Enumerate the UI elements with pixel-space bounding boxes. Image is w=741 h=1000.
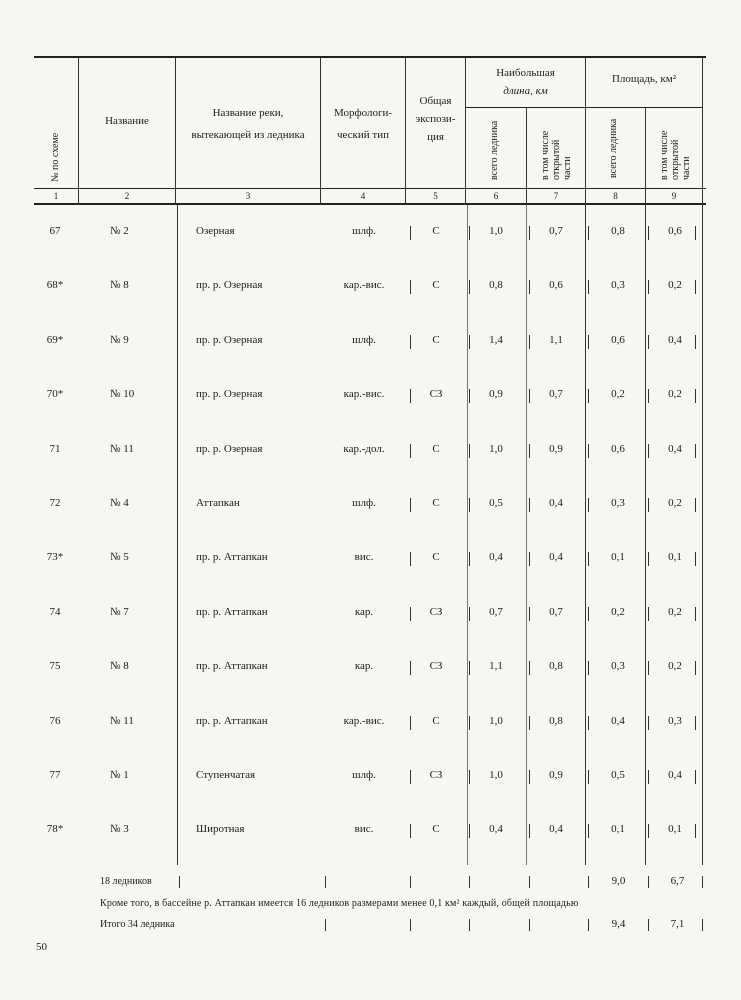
cell-area-total: 0,5 — [611, 769, 625, 781]
cell-len-total: 1,0 — [489, 443, 503, 455]
cell-name: № 9 — [110, 334, 129, 346]
cell-tick — [588, 389, 589, 403]
cell-tick — [410, 607, 411, 621]
cell-tick — [695, 716, 696, 730]
cell-tick — [695, 335, 696, 349]
cell-name: № 11 — [110, 443, 134, 455]
cell-area-total: 0,2 — [611, 388, 625, 400]
length-group-rule — [465, 107, 585, 108]
cell-tick — [529, 280, 530, 294]
cell-area-total: 0,2 — [611, 606, 625, 618]
cell-exp: СЗ — [429, 606, 443, 618]
col4-header-line1: Морфологи- — [333, 107, 393, 119]
cell-tick — [588, 498, 589, 512]
cell-tick — [529, 389, 530, 403]
col5-header — [406, 92, 465, 146]
cell-tick — [695, 389, 696, 403]
body-divider — [467, 205, 468, 865]
cell-name: № 8 — [110, 279, 129, 291]
cell-tick — [588, 444, 589, 458]
cell-exp: СЗ — [429, 769, 443, 781]
cell-tick — [410, 498, 411, 512]
header-bottom-rule — [34, 203, 706, 205]
cell-area-total: 0,8 — [611, 225, 625, 237]
cell-tick — [469, 661, 470, 675]
cell-tick — [588, 770, 589, 784]
cell-name: № 1 — [110, 769, 129, 781]
cell-tick — [529, 444, 530, 458]
summary-tick — [469, 876, 470, 888]
cell-area-open: 0,2 — [668, 606, 682, 618]
cell-tick — [469, 716, 470, 730]
cell-river: Аттапкан — [196, 497, 240, 509]
col5-header-line3: ция — [427, 131, 444, 143]
cell-name: № 3 — [110, 823, 129, 835]
cell-tick — [588, 335, 589, 349]
cell-tick — [469, 824, 470, 838]
cell-tick — [410, 280, 411, 294]
total-tick — [702, 919, 703, 931]
cell-tick — [648, 607, 649, 621]
cell-river: пр. р. Аттапкан — [196, 660, 268, 672]
cell-exp: С — [432, 715, 440, 727]
len-open-header — [540, 131, 573, 180]
len-total-header: всего ледника — [489, 120, 500, 180]
cell-tick — [410, 716, 411, 730]
total-tick — [648, 919, 649, 931]
cell-river: пр. р. Озерная — [196, 388, 263, 400]
summary-tick — [179, 876, 180, 888]
cell-tick — [648, 444, 649, 458]
cell-river: Ступенчатая — [196, 769, 256, 781]
cell-river: пр. р. Аттапкан — [196, 551, 268, 563]
cell-river: пр. р. Аттапкан — [196, 715, 268, 727]
cell-tick — [588, 661, 589, 675]
length-group-line2: длина, км — [503, 85, 548, 97]
total-tick — [588, 919, 589, 931]
cell-len-total: 0,7 — [489, 606, 503, 618]
cell-len-open: 0,7 — [549, 388, 563, 400]
cell-tick — [648, 661, 649, 675]
cell-type: кар.-вис. — [343, 279, 385, 291]
area-total-header: всего ледника — [608, 118, 619, 178]
cell-area-total: 0,6 — [611, 334, 625, 346]
cell-tick — [648, 716, 649, 730]
cell-exp: С — [432, 225, 440, 237]
cell-tick — [410, 389, 411, 403]
cell-exp: С — [432, 443, 440, 455]
cell-area-total: 0,1 — [611, 551, 625, 563]
cell-area-open: 0,6 — [668, 225, 682, 237]
cell-no: 74 — [49, 606, 61, 618]
summary-tick — [588, 876, 589, 888]
cell-type: вис. — [354, 823, 374, 835]
cell-tick — [529, 716, 530, 730]
cell-tick — [695, 661, 696, 675]
col3-header-line2: вытекающей из ледника — [191, 129, 305, 141]
cell-tick — [469, 226, 470, 240]
cell-tick — [410, 444, 411, 458]
total-area-open: 7,1 — [670, 918, 685, 930]
body-divider — [702, 205, 703, 865]
cell-area-total: 0,3 — [611, 660, 625, 672]
cell-exp: С — [432, 334, 440, 346]
total-tick — [410, 919, 411, 931]
total-tick — [529, 919, 530, 931]
cell-tick — [648, 335, 649, 349]
cell-tick — [410, 335, 411, 349]
cell-type: шлф. — [352, 497, 376, 509]
cell-len-open: 0,6 — [549, 279, 563, 291]
summary-area-open: 6,7 — [670, 875, 685, 887]
cell-tick — [410, 770, 411, 784]
cell-tick — [695, 280, 696, 294]
cell-tick — [529, 226, 530, 240]
cell-area-open: 0,4 — [668, 443, 682, 455]
cell-len-total: 1,1 — [489, 660, 503, 672]
col-number: 5 — [433, 191, 438, 201]
cell-tick — [529, 607, 530, 621]
cell-type: шлф. — [352, 334, 376, 346]
cell-area-open: 0,2 — [668, 660, 682, 672]
col5-header-line1: Общая — [419, 95, 452, 107]
cell-len-open: 0,4 — [549, 551, 563, 563]
cell-len-open: 0,9 — [549, 769, 563, 781]
cell-area-total: 0,3 — [611, 279, 625, 291]
summary-label: 18 ледников — [100, 876, 152, 887]
cell-tick — [588, 824, 589, 838]
col5-header-line2: экспози- — [415, 113, 456, 125]
cell-exp: С — [432, 823, 440, 835]
cell-name: № 5 — [110, 551, 129, 563]
area-open-line3: части — [681, 156, 692, 180]
col-number: 7 — [553, 191, 559, 201]
summary-tick — [529, 876, 530, 888]
cell-area-open: 0,2 — [668, 388, 682, 400]
cell-no: 67 — [49, 225, 61, 237]
col3-header — [176, 102, 320, 146]
cell-tick — [588, 716, 589, 730]
total-tick — [469, 919, 470, 931]
total-area: 9,4 — [611, 918, 626, 930]
col-number: 3 — [245, 191, 251, 201]
cell-tick — [469, 444, 470, 458]
cell-no: 71 — [49, 443, 61, 455]
cell-tick — [529, 335, 530, 349]
cell-no: 72 — [49, 497, 61, 509]
area-group-rule — [586, 107, 702, 108]
cell-len-open: 0,4 — [549, 497, 563, 509]
cell-tick — [469, 335, 470, 349]
cell-area-open: 0,4 — [668, 334, 682, 346]
cell-tick — [410, 552, 411, 566]
area-open-line1: в том числе — [659, 130, 670, 180]
cell-area-total: 0,6 — [611, 443, 625, 455]
cell-tick — [410, 661, 411, 675]
body-divider — [645, 205, 646, 865]
summary-tick — [410, 876, 411, 888]
cell-name: № 11 — [110, 715, 134, 727]
length-group-line1: Наибольшая — [496, 67, 555, 79]
cell-len-open: 0,8 — [549, 715, 563, 727]
cell-len-open: 0,7 — [549, 225, 563, 237]
cell-tick — [695, 552, 696, 566]
area-open-line2: открытой — [670, 139, 681, 180]
body-divider — [585, 205, 586, 865]
cell-river: пр. р. Аттапкан — [196, 606, 268, 618]
cell-type: вис. — [354, 551, 374, 563]
col-number: 6 — [493, 191, 499, 201]
cell-name: № 8 — [110, 660, 129, 672]
col4-header-line2: ческий тип — [336, 129, 390, 141]
cell-tick — [588, 226, 589, 240]
cell-area-total: 0,1 — [611, 823, 625, 835]
col3-header-line1: Название реки, — [212, 107, 284, 119]
cell-len-total: 1,0 — [489, 225, 503, 237]
total-tick — [325, 919, 326, 931]
body-divider — [177, 205, 178, 865]
table-top-rule — [34, 56, 706, 58]
cell-tick — [695, 770, 696, 784]
cell-no: 68* — [46, 279, 64, 291]
cell-area-open: 0,1 — [668, 823, 682, 835]
col-number: 4 — [360, 191, 366, 201]
cell-area-open: 0,4 — [668, 769, 682, 781]
cell-tick — [695, 226, 696, 240]
cell-no: 78* — [46, 823, 64, 835]
cell-no: 70* — [46, 388, 64, 400]
area-group-header: Площадь, км² — [611, 73, 676, 85]
cell-len-open: 0,4 — [549, 823, 563, 835]
cell-area-total: 0,4 — [611, 715, 625, 727]
cell-tick — [588, 280, 589, 294]
cell-tick — [469, 552, 470, 566]
cell-type: кар. — [354, 606, 374, 618]
len-open-line2: открытой — [551, 139, 562, 180]
cell-tick — [529, 498, 530, 512]
cell-river: пр. р. Озерная — [196, 443, 263, 455]
total-label: Итого 34 ледника — [100, 919, 175, 930]
cell-len-total: 1,0 — [489, 769, 503, 781]
cell-tick — [695, 607, 696, 621]
cell-river: Озерная — [196, 225, 235, 237]
cell-type: кар.-вис. — [343, 388, 385, 400]
cell-no: 73* — [46, 551, 64, 563]
cell-name: № 10 — [110, 388, 135, 400]
cell-tick — [529, 661, 530, 675]
cell-area-total: 0,3 — [611, 497, 625, 509]
cell-tick — [648, 824, 649, 838]
cell-area-open: 0,3 — [668, 715, 682, 727]
cell-tick — [695, 824, 696, 838]
cell-len-total: 1,4 — [489, 334, 503, 346]
cell-tick — [648, 389, 649, 403]
len-open-line3: части — [562, 156, 573, 180]
cell-exp: С — [432, 279, 440, 291]
cell-len-total: 0,8 — [489, 279, 503, 291]
col4-header — [321, 102, 405, 146]
cell-type: шлф. — [352, 769, 376, 781]
cell-len-open: 0,7 — [549, 606, 563, 618]
summary-tick — [702, 876, 703, 888]
cell-len-total: 1,0 — [489, 715, 503, 727]
cell-river: пр. р. Озерная — [196, 334, 263, 346]
cell-no: 77 — [49, 769, 61, 781]
area-open-header — [659, 131, 692, 180]
cell-tick — [648, 498, 649, 512]
cell-type: шлф. — [352, 225, 376, 237]
cell-type: кар. — [354, 660, 374, 672]
cell-tick — [648, 552, 649, 566]
cell-area-open: 0,2 — [668, 497, 682, 509]
cell-exp: С — [432, 497, 440, 509]
cell-tick — [648, 226, 649, 240]
cell-no: 75 — [49, 660, 61, 672]
length-group-header — [466, 64, 585, 100]
cell-tick — [469, 498, 470, 512]
cell-len-open: 0,8 — [549, 660, 563, 672]
cell-river: пр. р. Озерная — [196, 279, 263, 291]
summary-tick — [325, 876, 326, 888]
cell-area-open: 0,2 — [668, 279, 682, 291]
summary-area-total: 9,0 — [611, 875, 626, 887]
col1-header: № по схеме — [50, 132, 61, 182]
cell-len-total: 0,4 — [489, 823, 503, 835]
cell-tick — [588, 552, 589, 566]
header-divider — [702, 57, 703, 205]
page-number: 50 — [36, 941, 47, 953]
cell-tick — [529, 552, 530, 566]
cell-river: Широтная — [196, 823, 245, 835]
cell-tick — [695, 444, 696, 458]
cell-tick — [695, 498, 696, 512]
cell-no: 76 — [49, 715, 61, 727]
col-number: 1 — [53, 191, 59, 201]
cell-tick — [648, 280, 649, 294]
cell-name: № 7 — [110, 606, 129, 618]
cell-tick — [529, 770, 530, 784]
cell-exp: СЗ — [429, 660, 443, 672]
cell-area-open: 0,1 — [668, 551, 682, 563]
cell-exp: СЗ — [429, 388, 443, 400]
cell-type: кар.-дол. — [343, 443, 385, 455]
cell-type: кар.-вис. — [343, 715, 385, 727]
cell-len-open: 1,1 — [549, 334, 563, 346]
cell-name: № 2 — [110, 225, 129, 237]
header-divider — [78, 57, 79, 205]
cell-exp: С — [432, 551, 440, 563]
cell-tick — [529, 824, 530, 838]
col-number: 2 — [124, 191, 130, 201]
cell-tick — [469, 607, 470, 621]
cell-len-open: 0,9 — [549, 443, 563, 455]
cell-tick — [648, 770, 649, 784]
summary-note: Кроме того, в бассейне р. Аттапкан имеется 16 ледников размерами менее 0,1 км² каждый, общей площадью — [100, 898, 579, 909]
cell-len-total: 0,4 — [489, 551, 503, 563]
cell-len-total: 0,9 — [489, 388, 503, 400]
summary-tick — [648, 876, 649, 888]
cell-no: 69* — [46, 334, 64, 346]
cell-tick — [469, 280, 470, 294]
cell-tick — [410, 226, 411, 240]
cell-len-total: 0,5 — [489, 497, 503, 509]
cell-tick — [588, 607, 589, 621]
len-open-line1: в том числе — [540, 130, 551, 180]
col-number: 9 — [671, 191, 677, 201]
col-number: 8 — [613, 191, 618, 201]
header-numbers-rule — [34, 188, 706, 189]
cell-tick — [410, 824, 411, 838]
col2-header: Название — [105, 115, 149, 127]
cell-tick — [469, 389, 470, 403]
cell-tick — [469, 770, 470, 784]
cell-name: № 4 — [110, 497, 129, 509]
body-divider — [526, 205, 527, 865]
